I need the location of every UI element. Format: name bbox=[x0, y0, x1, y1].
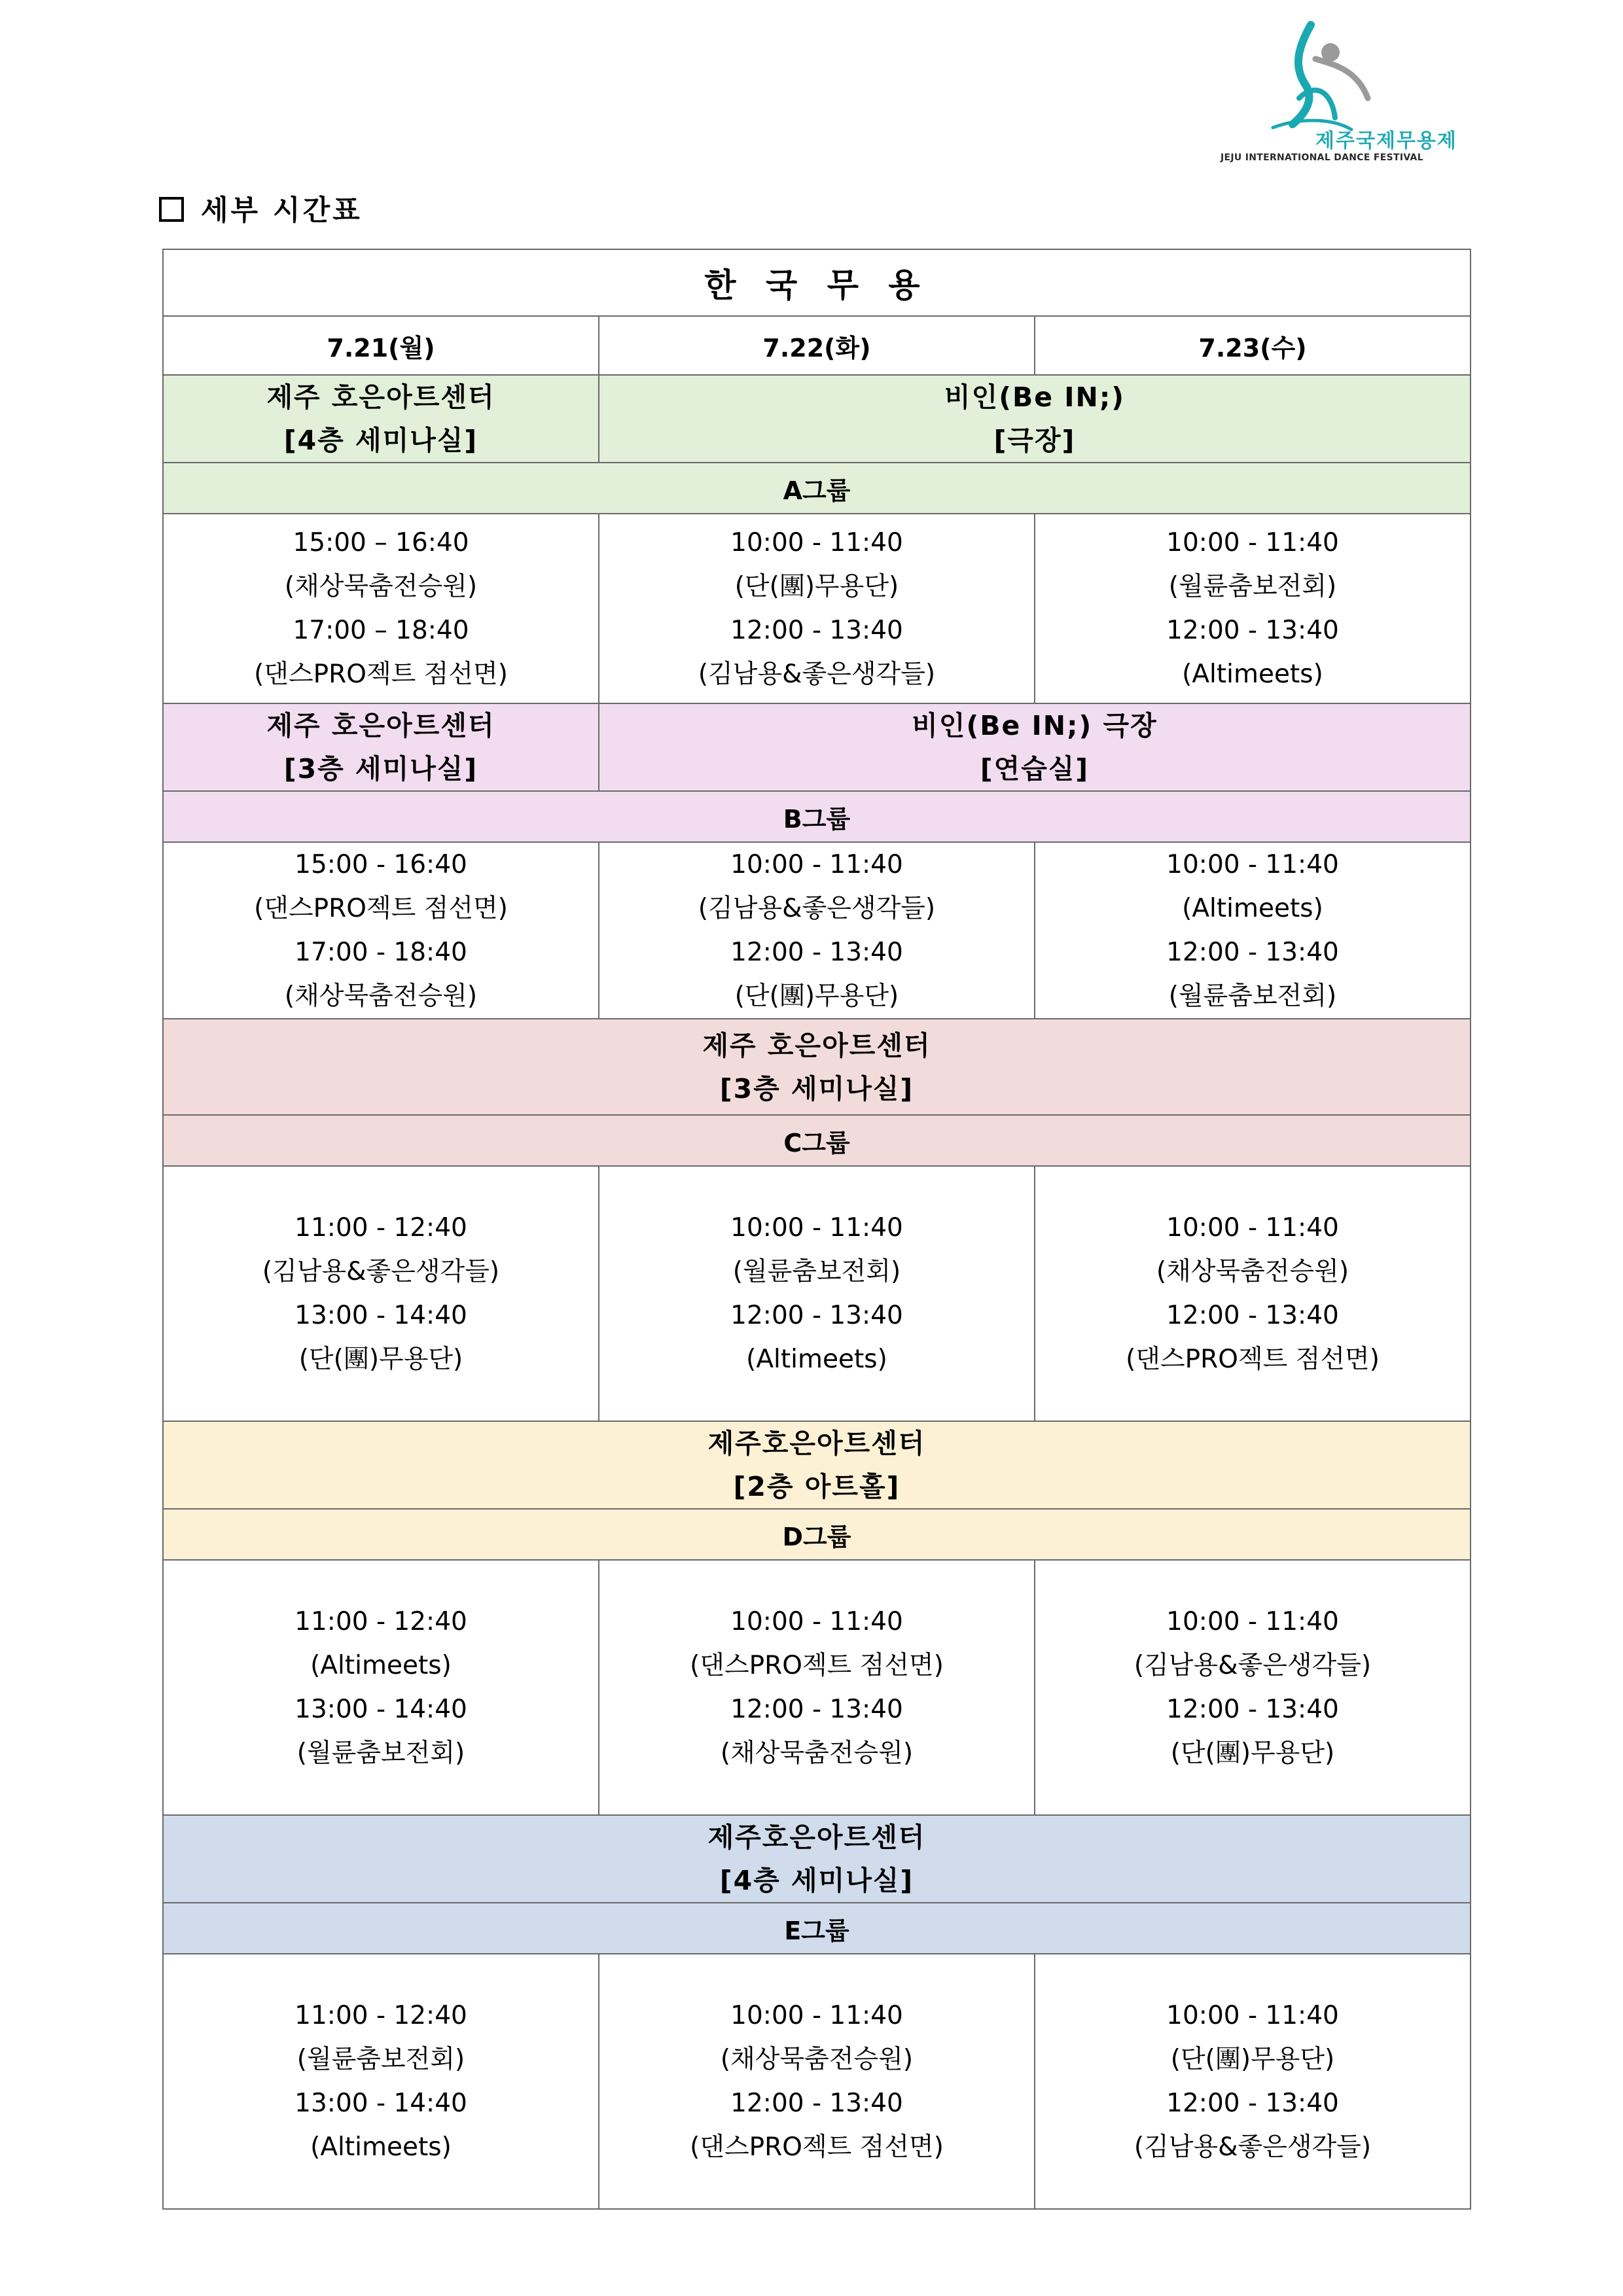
venue-name: 비인(Be IN;) 극장 bbox=[912, 710, 1158, 741]
performer-name: (Altimeets) bbox=[1182, 660, 1323, 689]
time-range: 10:00 - 11:40 bbox=[1166, 528, 1339, 557]
venue-room: [극장] bbox=[993, 425, 1076, 456]
venue-name: 제주호은아트센터 bbox=[707, 1428, 926, 1459]
time-range: 10:00 - 11:40 bbox=[730, 1607, 903, 1636]
venue-row-e bbox=[163, 1815, 1471, 1903]
slot-cell bbox=[599, 1560, 1035, 1815]
time-range: 10:00 - 11:40 bbox=[730, 1213, 903, 1243]
performer-name: (댄스PRO젝트 점선면) bbox=[690, 2132, 944, 2162]
performer-name: (김남용&좋은생각들) bbox=[698, 894, 936, 923]
performer-name: (채상묵춤전승원) bbox=[284, 572, 478, 601]
slot-cell bbox=[599, 514, 1035, 703]
time-range: 12:00 - 13:40 bbox=[1166, 938, 1339, 967]
table-title-row bbox=[163, 249, 1471, 316]
venue-row-c bbox=[163, 1019, 1471, 1115]
date-header: 7.21(월) bbox=[163, 316, 599, 375]
schedule-table bbox=[162, 249, 1471, 2210]
date-header: 7.23(수) bbox=[1035, 316, 1471, 375]
festival-logo bbox=[1214, 20, 1476, 163]
venue-row-d bbox=[163, 1421, 1471, 1509]
section-heading bbox=[159, 188, 363, 228]
time-range: 13:00 - 14:40 bbox=[294, 1695, 467, 1724]
heading-text: 세부 시간표 bbox=[201, 194, 363, 227]
performer-name: (김남용&좋은생각들) bbox=[262, 1257, 500, 1286]
time-range: 12:00 - 13:40 bbox=[730, 2089, 903, 2118]
performer-name: (단(團)무용단) bbox=[734, 981, 899, 1011]
venue-cell-a-right bbox=[599, 375, 1471, 463]
slot-row-a bbox=[163, 514, 1471, 703]
time-range: 12:00 - 13:40 bbox=[730, 616, 903, 645]
date-header: 7.22(화) bbox=[599, 316, 1035, 375]
time-range: 15:00 - 16:40 bbox=[294, 850, 467, 879]
checkbox-square-icon bbox=[159, 197, 184, 222]
group-label: E그룹 bbox=[163, 1903, 1471, 1954]
time-range: 12:00 - 13:40 bbox=[1166, 616, 1339, 645]
venue-room: [2층 아트홀] bbox=[733, 1471, 901, 1502]
venue-room: [3층 세미나실] bbox=[283, 753, 478, 785]
group-label: A그룹 bbox=[163, 463, 1471, 514]
time-range: 13:00 - 14:40 bbox=[294, 1301, 467, 1330]
slot-cell bbox=[163, 1166, 599, 1421]
venue-row-a bbox=[163, 375, 1471, 463]
date-header-row bbox=[163, 316, 1471, 375]
time-range: 10:00 - 11:40 bbox=[1166, 850, 1339, 879]
performer-name: (댄스PRO젝트 점선면) bbox=[254, 660, 508, 689]
slot-cell bbox=[599, 1166, 1035, 1421]
performer-name: (댄스PRO젝트 점선면) bbox=[690, 1651, 944, 1680]
performer-name: (월륜춤보전회) bbox=[732, 1257, 901, 1286]
time-range: 10:00 - 11:40 bbox=[1166, 2001, 1339, 2030]
dancer-logo-icon bbox=[1253, 20, 1384, 134]
venue-name: 제주 호은아트센터 bbox=[266, 710, 495, 741]
venue-name: 비인(Be IN;) bbox=[944, 381, 1125, 413]
time-range: 10:00 - 11:40 bbox=[730, 2001, 903, 2030]
time-range: 10:00 - 11:40 bbox=[730, 850, 903, 879]
time-range: 10:00 - 11:40 bbox=[1166, 1213, 1339, 1243]
time-range: 11:00 - 12:40 bbox=[294, 2001, 467, 2030]
group-row-a bbox=[163, 463, 1471, 514]
performer-name: (Altimeets) bbox=[746, 1345, 887, 1374]
slot-row-b bbox=[163, 842, 1471, 1019]
slot-row-d bbox=[163, 1560, 1471, 1815]
time-range: 12:00 - 13:40 bbox=[1166, 1695, 1339, 1724]
slot-cell bbox=[163, 842, 599, 1019]
performer-name: (댄스PRO젝트 점선면) bbox=[1126, 1345, 1380, 1374]
performer-name: (월륜춤보전회) bbox=[296, 1739, 465, 1768]
slot-cell bbox=[1035, 514, 1471, 703]
slot-cell bbox=[599, 842, 1035, 1019]
venue-cell-d bbox=[163, 1421, 1471, 1509]
slot-row-e bbox=[163, 1954, 1471, 2209]
performer-name: (월륜춤보전회) bbox=[1168, 981, 1337, 1011]
venue-cell-b-left bbox=[163, 703, 599, 791]
group-label: B그룹 bbox=[163, 791, 1471, 842]
venue-row-b bbox=[163, 703, 1471, 791]
slot-cell bbox=[163, 514, 599, 703]
logo-name-english: JEJU INTERNATIONAL DANCE FESTIVAL bbox=[1221, 152, 1423, 163]
slot-cell bbox=[163, 1560, 599, 1815]
slot-cell bbox=[1035, 1166, 1471, 1421]
venue-name: 제주 호은아트센터 bbox=[266, 381, 495, 413]
time-range: 10:00 - 11:40 bbox=[730, 528, 903, 557]
group-row-c bbox=[163, 1115, 1471, 1166]
performer-name: (채상묵춤전승원) bbox=[1156, 1257, 1349, 1286]
venue-cell-a-left bbox=[163, 375, 599, 463]
slot-cell bbox=[1035, 842, 1471, 1019]
venue-room: [4층 세미나실] bbox=[719, 1865, 914, 1896]
venue-room: [4층 세미나실] bbox=[283, 425, 478, 456]
group-label: C그룹 bbox=[163, 1115, 1471, 1166]
table-title: 한 국 무 용 bbox=[163, 249, 1471, 316]
performer-name: (채상묵춤전승원) bbox=[720, 1739, 914, 1768]
performer-name: (단(團)무용단) bbox=[734, 572, 899, 601]
performer-name: (단(團)무용단) bbox=[1170, 2045, 1335, 2074]
time-range: 17:00 – 18:40 bbox=[293, 616, 469, 645]
time-range: 12:00 - 13:40 bbox=[1166, 2089, 1339, 2118]
venue-name: 제주 호은아트센터 bbox=[702, 1029, 931, 1061]
time-range: 12:00 - 13:40 bbox=[730, 1695, 903, 1724]
venue-room: [3층 세미나실] bbox=[719, 1072, 914, 1104]
performer-name: (단(團)무용단) bbox=[298, 1345, 463, 1374]
venue-cell-b-right bbox=[599, 703, 1471, 791]
venue-room: [연습실] bbox=[980, 753, 1090, 785]
group-row-e bbox=[163, 1903, 1471, 1954]
performer-name: (김남용&좋은생각들) bbox=[1133, 2132, 1372, 2162]
slot-cell bbox=[163, 1954, 599, 2209]
logo-name-korean: 제주국제무용제 bbox=[1315, 130, 1457, 152]
group-label: D그룹 bbox=[163, 1509, 1471, 1560]
venue-name: 제주호은아트센터 bbox=[707, 1822, 926, 1853]
time-range: 12:00 - 13:40 bbox=[730, 938, 903, 967]
performer-name: (댄스PRO젝트 점선면) bbox=[254, 894, 508, 923]
performer-name: (단(團)무용단) bbox=[1170, 1739, 1335, 1768]
performer-name: (김남용&좋은생각들) bbox=[1133, 1651, 1372, 1680]
slot-cell bbox=[1035, 1954, 1471, 2209]
group-row-b bbox=[163, 791, 1471, 842]
slot-cell bbox=[1035, 1560, 1471, 1815]
time-range: 10:00 - 11:40 bbox=[1166, 1607, 1339, 1636]
time-range: 13:00 - 14:40 bbox=[294, 2089, 467, 2118]
slot-row-c bbox=[163, 1166, 1471, 1421]
group-row-d bbox=[163, 1509, 1471, 1560]
venue-cell-e bbox=[163, 1815, 1471, 1903]
time-range: 11:00 - 12:40 bbox=[294, 1213, 467, 1243]
time-range: 17:00 - 18:40 bbox=[294, 938, 467, 967]
time-range: 12:00 - 13:40 bbox=[1166, 1301, 1339, 1330]
venue-cell-c bbox=[163, 1019, 1471, 1115]
time-range: 12:00 - 13:40 bbox=[730, 1301, 903, 1330]
performer-name: (Altimeets) bbox=[1182, 894, 1323, 923]
performer-name: (Altimeets) bbox=[310, 2132, 452, 2162]
performer-name: (월륜춤보전회) bbox=[296, 2045, 465, 2074]
performer-name: (월륜춤보전회) bbox=[1168, 572, 1337, 601]
performer-name: (채상묵춤전승원) bbox=[284, 981, 478, 1011]
performer-name: (Altimeets) bbox=[310, 1651, 452, 1680]
slot-cell bbox=[599, 1954, 1035, 2209]
performer-name: (채상묵춤전승원) bbox=[720, 2045, 914, 2074]
time-range: 11:00 - 12:40 bbox=[294, 1607, 467, 1636]
time-range: 15:00 – 16:40 bbox=[293, 528, 469, 557]
performer-name: (김남용&좋은생각들) bbox=[698, 660, 936, 689]
